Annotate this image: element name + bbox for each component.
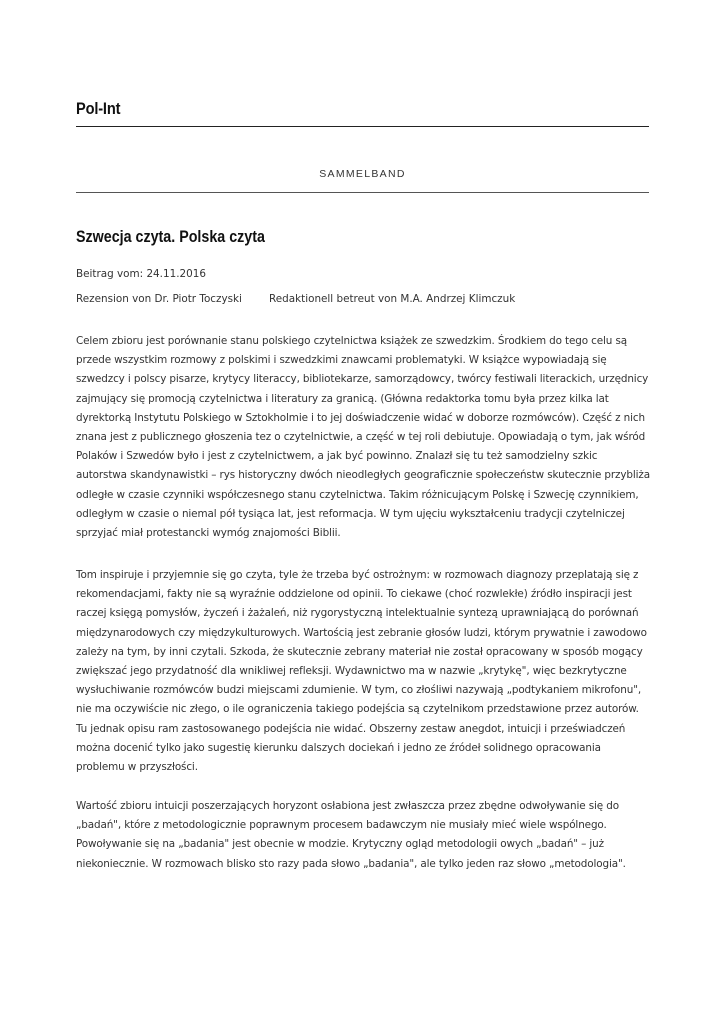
section-label: SAMMELBAND xyxy=(319,168,406,180)
article-credits xyxy=(76,293,516,305)
article-paragraph: Celem zbioru jest porównanie stanu polskiego czytelnictwa książek ze szwedzkim. Środkiem do tego celu są przede wszystkim rozmowy z polskimi i szwedzkimi znawcami problematyki. W książce wypowiadają się szwedzcy i polscy pisarze, krytycy literaccy, bibliotekarze, samorządowcy, twórcy festiwali literackich, urzędnicy zajmujący się promocją czytelnictwa i literatury za granicą. (Główna redaktorka tomu była przez kilka lat dyrektorką Instytutu Polskiego w Sztokholmie i to jej doświadczenie widać w doborze rozmówców). Część z nich znana jest z publicznego głoszenia tez o czytelnictwie, a część w tej roli debiutuje. Opowiadają o tym, jak wśród Polaków i Szwedów było i jest z czytelnictwem, a jak być powinno. Znalazł się tu też samodzielny szkic autorstwa skandynawistki – rys historyczny dwóch nieodległych geograficznie społeczeństw skutecznie przybliża odległe w czasie czynniki współczesnego stanu czytelnictwa. Takim różnicującym Polskę i Szwecję czynnikiem, odległym w czasie o niemal pół tysiąca lat, jest reformacja. W tym ujęciu wykształceniu tradycji czytelniczej sprzyjać miał protestancki wymóg znajomości Biblii. xyxy=(76,335,651,540)
article-paragraph: Tom inspiruje i przyjemnie się go czyta, tyle że trzeba być ostrożnym: w rozmowach diagnozy przeplatają się z rekomendacjami, fakty nie są wyraźnie oddzielone od opinii. To ciekawe (choć rozwlekłe) źródło inspiracji jest raczej księgą pomysłów, życzeń i żażaleń, niż rygorystyczną intelektualnie syntezą uprawniającą do porównań międzynarodowych czy międzykulturowych. Wartością jest zebranie głosów ludzi, którym prywatnie i zawodowo zależy na tym, by inni czytali. Szkoda, że skutecznie zebrany materiał nie został opracowany w sposób mogący zwiększać jego przydatność dla wnikliwej refleksji. Wydawnictwo ma w nazwie „krytykę", więc bezkrytyczne wysłuchiwanie rozmówców budzi miejscami zdumienie. W tym, co złośliwi nazywają „podtykaniem mikrofonu", nie ma oczywiście nic złego, o ile ograniczenia takiego podejścia są czytelnikom przedstawione przez autorów. Tu jednak opisu ram zastosowanego podejścia nie widać. Obszerny zestaw anegdot, intuicji i przeświadczeń można docenić tylko jako sugestię kierunku dalszych dociekań i jedno ze źródeł solidnego opracowania problemu w przyszłości. xyxy=(76,569,647,774)
article-paragraph: Wartość zbioru intuicji poszerzających horyzont osłabiona jest zwłaszcza przez zbędne odwoływanie się do „badań", które z metodologicznie poprawnym procesem badawczym nie musiały mieć wiele wspólnego. Powoływanie się na „badania" jest obecnie w modzie. Krytyczny ogląd metodologii owych „badań" – już niekoniecznie. W rozmowach blisko sto razy pada słowo „badania", ale tylko jeden raz słowo „metodologia". xyxy=(76,800,626,870)
article-date: Beitrag vom: 24.11.2016 xyxy=(76,268,206,280)
section-divider xyxy=(76,192,649,193)
reviewer-credit: Rezension von Dr. Piotr Toczyski xyxy=(76,293,242,305)
header-divider xyxy=(76,126,649,127)
editor-credit: Redaktionell betreut von M.A. Andrzej Klimczuk xyxy=(269,293,516,305)
article-title: Szwecja czyta. Polska czyta xyxy=(76,227,265,246)
site-title: Pol-Int xyxy=(76,99,121,118)
